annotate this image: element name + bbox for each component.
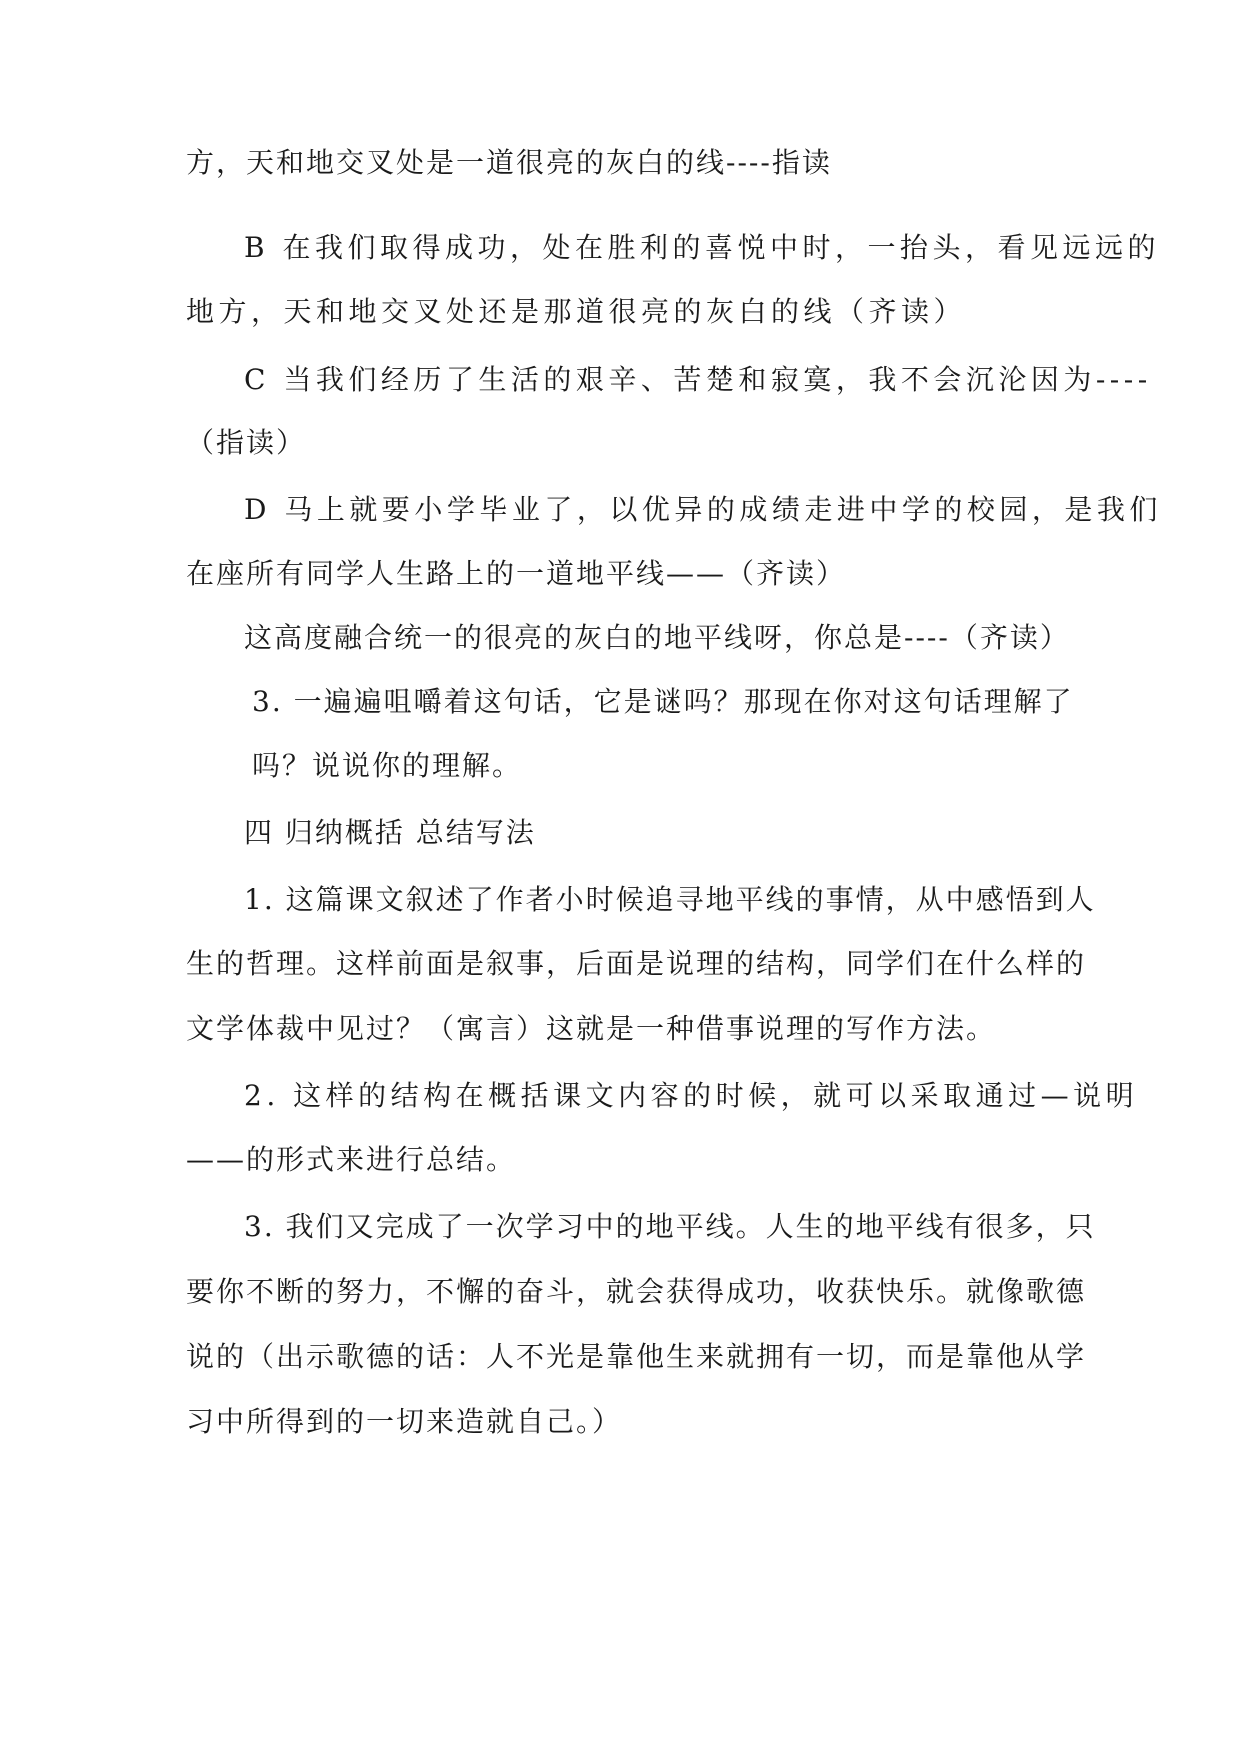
text-line: 习中所得到的一切来造就自己。） — [186, 1405, 623, 1438]
text-line: 说的（出示歌德的话：人不光是靠他生来就拥有一切，而是靠他从学 — [186, 1340, 1087, 1373]
text-line: 地方，天和地交叉处还是那道很亮的灰白的线（齐读） — [186, 295, 967, 328]
text-line: 这高度融合统一的很亮的灰白的地平线呀，你总是----（齐读） — [244, 621, 1070, 654]
text-line: 3. 我们又完成了一次学习中的地平线。人生的地平线有很多，只 — [244, 1210, 1096, 1243]
text-line: 1. 这篇课文叙述了作者小时候追寻地平线的事情，从中感悟到人 — [244, 883, 1096, 916]
text-line: C 当我们经历了生活的艰辛、苦楚和寂寞，我不会沉沦因为---- — [244, 363, 1152, 396]
text-line: 方，天和地交叉处是一道很亮的灰白的线----指读 — [186, 146, 832, 179]
text-line: 3. 一遍遍咀嚼着这句话，它是谜吗？那现在你对这句话理解了 — [252, 685, 1074, 718]
text-line: 生的哲理。这样前面是叙事，后面是说理的结构，同学们在什么样的 — [186, 947, 1087, 980]
text-line: B 在我们取得成功，处在胜利的喜悦中时，一抬头，看见远远的 — [244, 231, 1160, 264]
text-line: 吗？说说你的理解。 — [252, 749, 523, 782]
text-line: 2. 这样的结构在概括课文内容的时候，就可以采取通过—说明 — [244, 1079, 1139, 1112]
text-line: （指读） — [186, 426, 307, 459]
text-line: 文学体裁中见过？（寓言）这就是一种借事说理的写作方法。 — [186, 1012, 997, 1045]
text-line: 在座所有同学人生路上的一道地平线——（齐读） — [186, 557, 847, 590]
text-line: ——的形式来进行总结。 — [186, 1143, 517, 1176]
text-line: 要你不断的努力，不懈的奋斗，就会获得成功，收获快乐。就像歌德 — [186, 1275, 1087, 1308]
section-heading: 四 归纳概括 总结写法 — [244, 816, 536, 849]
text-line: D 马上就要小学毕业了，以优异的成绩走进中学的校园，是我们 — [244, 493, 1162, 526]
